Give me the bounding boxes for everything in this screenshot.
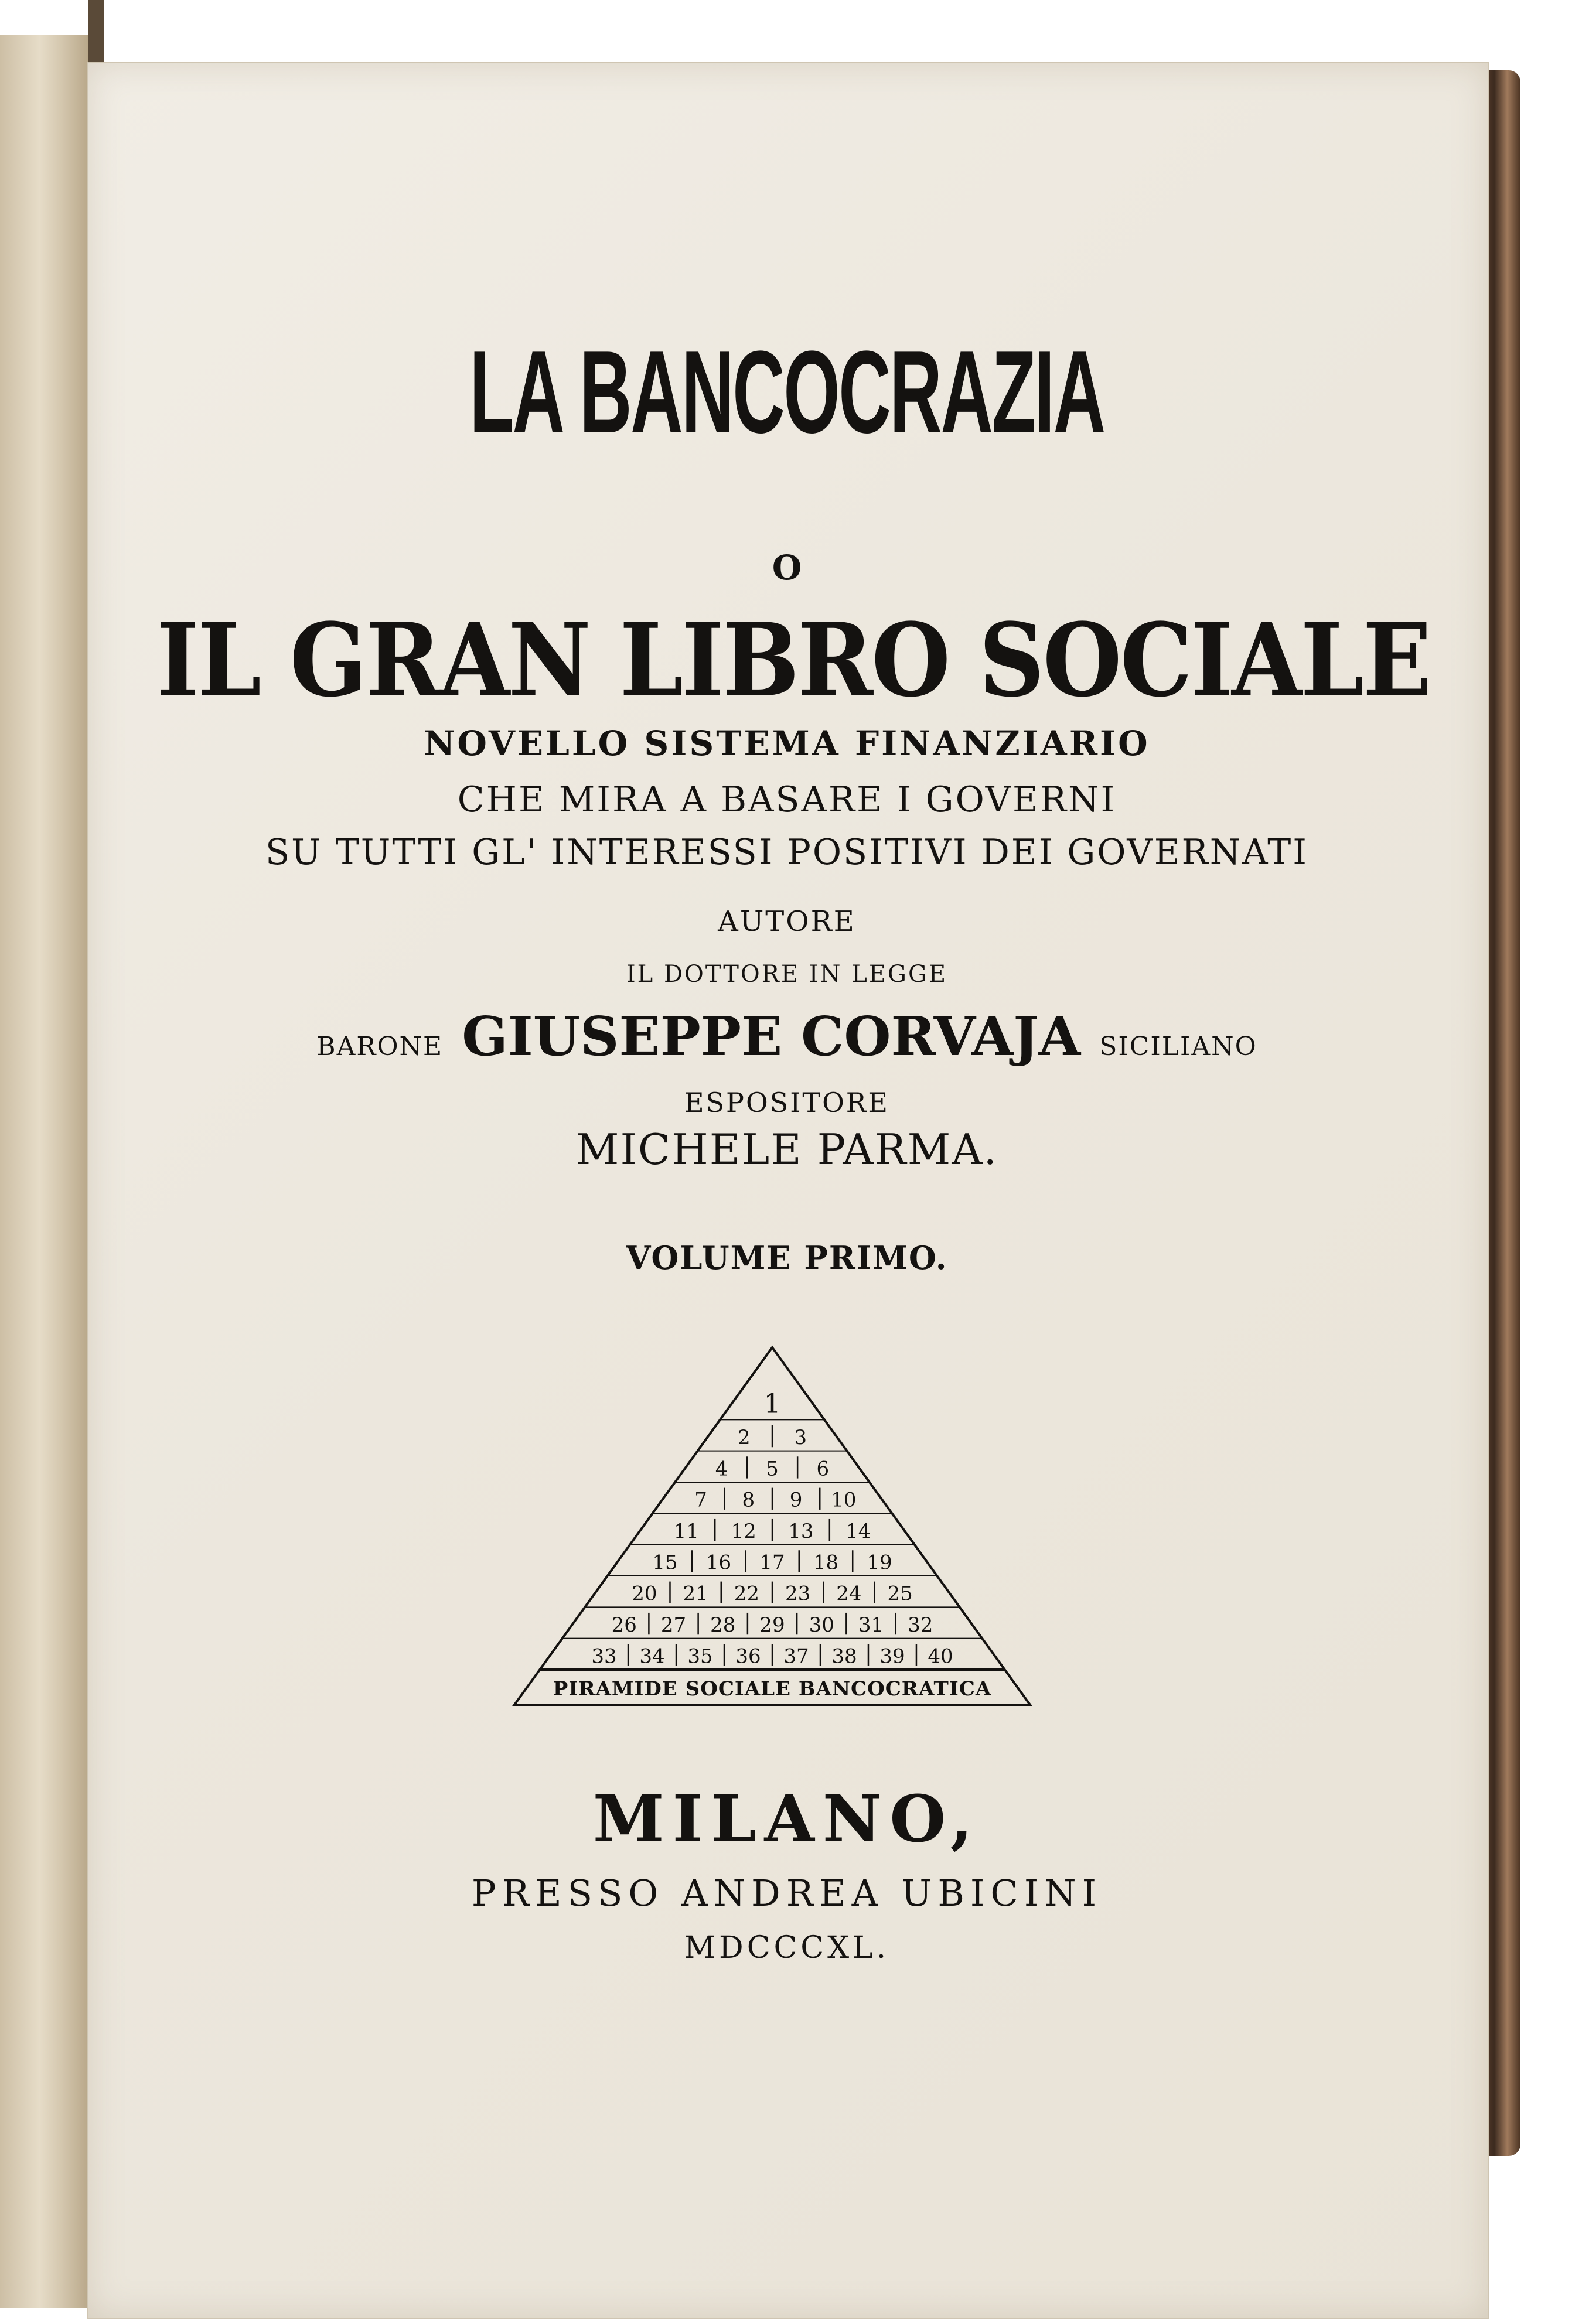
pyramid-cell-number: 3: [794, 1425, 807, 1449]
pyramid-cell-number: 18: [813, 1551, 839, 1575]
pyramid-cell-number: 22: [734, 1582, 760, 1606]
title-conjunction: O: [772, 548, 802, 588]
pyramid-cell-number: 28: [710, 1613, 736, 1637]
social-pyramid-figure: [509, 1342, 1036, 1711]
subtitle-line-2: CHE MIRA A BASARE I GOVERNI: [457, 779, 1117, 820]
pyramid-cell-number: 12: [731, 1519, 756, 1543]
pyramid-cell-number: 29: [759, 1613, 785, 1637]
pyramid-cell-number: 21: [683, 1582, 708, 1606]
pyramid-cell-number: 20: [632, 1582, 657, 1606]
pyramid-cell-number: 38: [831, 1644, 857, 1668]
pyramid-cell-number: 10: [831, 1488, 857, 1512]
imprint-publisher: PRESSO ANDREA UBICINI: [471, 1872, 1103, 1915]
pyramid-cell-number: 5: [766, 1457, 779, 1481]
pyramid-cell-number: 11: [673, 1519, 699, 1543]
author-prefix: BARONE: [316, 1032, 444, 1062]
pyramid-cell-number: 17: [759, 1551, 785, 1575]
expositor-name: MICHELE PARMA.: [575, 1125, 998, 1174]
author-line: [87, 1005, 1487, 1068]
pyramid-cell-number: 6: [816, 1457, 830, 1481]
pyramid-cell-number: 15: [652, 1551, 678, 1575]
pyramid-cell-number: 37: [783, 1644, 809, 1668]
pyramid-cell-number: 8: [742, 1488, 755, 1512]
author-suffix: SICILIANO: [1099, 1032, 1257, 1062]
binding-cord: [88, 0, 104, 70]
pyramid-cell-number: 1: [763, 1387, 781, 1419]
pyramid-cell-number: 23: [785, 1582, 811, 1606]
pyramid-cell-number: 13: [788, 1519, 814, 1543]
pyramid-cell-number: 30: [809, 1613, 834, 1637]
pyramid-cell-number: 26: [611, 1613, 637, 1637]
pyramid-cell-number: 24: [836, 1582, 862, 1606]
imprint-year: MDCCCXL.: [684, 1930, 890, 1965]
pyramid-cell-number: 36: [735, 1644, 761, 1668]
pyramid-cell-number: 31: [858, 1613, 884, 1637]
pyramid-cell-number: 27: [660, 1613, 687, 1637]
pyramid-cell-number: 33: [591, 1644, 617, 1668]
pyramid-cell-number: 34: [639, 1644, 665, 1668]
volume-label: VOLUME PRIMO.: [626, 1239, 948, 1277]
imprint-city: MILANO,: [592, 1781, 981, 1857]
pyramid-cell-number: 19: [867, 1551, 892, 1575]
pyramid-cell-number: 39: [879, 1644, 905, 1668]
author-name: GIUSEPPE CORVAJA: [462, 1005, 1081, 1068]
subtitle-line-1: NOVELLO SISTEMA FINANZIARIO: [424, 724, 1150, 763]
pyramid-cell-number: 40: [928, 1644, 953, 1668]
subtitle-line-3: SU TUTTI GL' INTERESSI POSITIVI DEI GOVERNATI: [265, 832, 1309, 873]
pyramid-cell-number: 16: [705, 1551, 732, 1575]
book-spine: [0, 35, 90, 2308]
pyramid-cell-number: 25: [887, 1582, 913, 1606]
pyramid-cell-number: 4: [715, 1457, 728, 1481]
pyramid-cell-number: 14: [845, 1519, 871, 1543]
pyramid-cell-number: 9: [789, 1488, 803, 1512]
pyramid-cell-number: 2: [738, 1425, 751, 1449]
main-title: LA BANCOCRAZIA: [469, 327, 1104, 458]
pyramid-cell-number: 32: [908, 1613, 933, 1637]
expositor-label: ESPOSITORE: [684, 1087, 890, 1118]
secondary-title: IL GRAN LIBRO SOCIALE: [156, 600, 1430, 719]
pyramid-cell-number: 7: [694, 1488, 707, 1512]
author-degree: IL DOTTORE IN LEGGE: [626, 961, 948, 988]
pyramid-cell-number: 35: [687, 1644, 713, 1668]
author-label: AUTORE: [718, 905, 856, 938]
title-page-content: [87, 62, 1487, 2317]
pyramid-svg: [509, 1342, 1036, 1711]
pyramid-caption: PIRAMIDE SOCIALE BANCOCRATICA: [553, 1677, 992, 1701]
